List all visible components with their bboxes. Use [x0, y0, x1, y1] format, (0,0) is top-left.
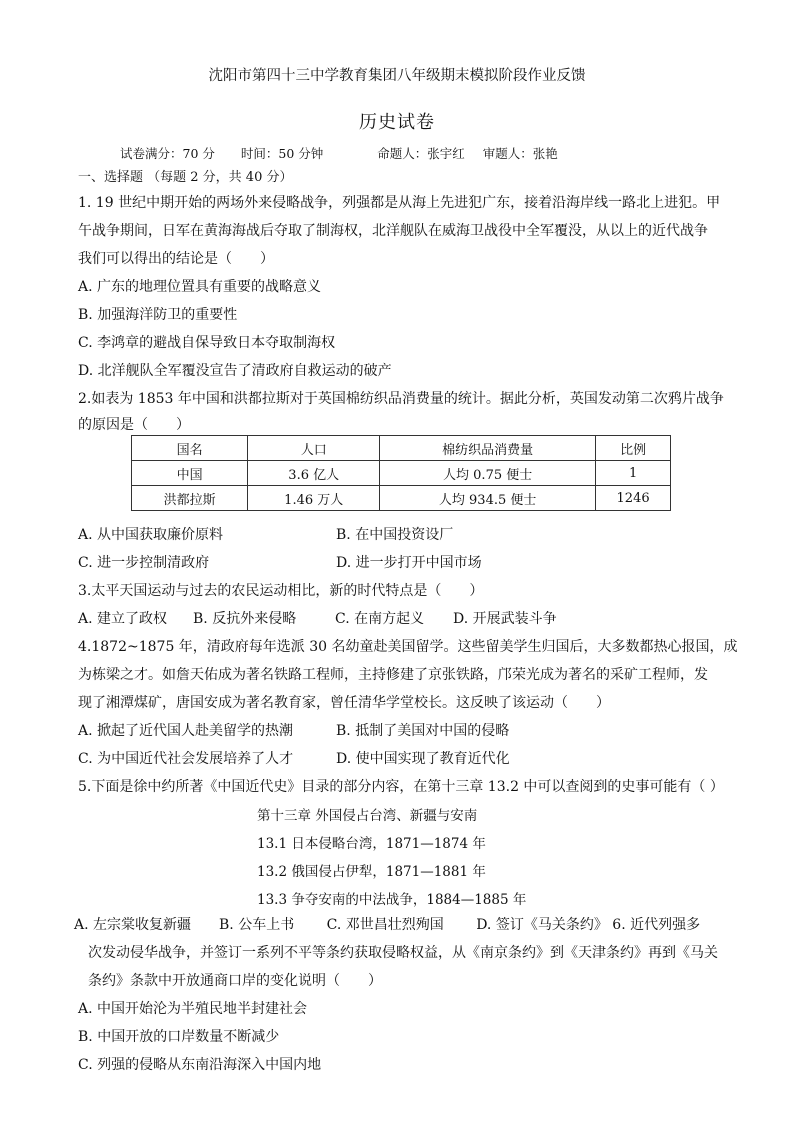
- q4-option-a: A. 掀起了近代国人赴美留学的热潮: [78, 723, 294, 739]
- question-author: 命题人：张宇红: [377, 146, 465, 161]
- full-score: 试卷满分：70 分: [120, 146, 215, 161]
- table-cell: 1: [596, 461, 671, 486]
- q2-option-c: C. 进一步控制清政府: [78, 555, 210, 571]
- exam-time: 时间：50 分钟: [240, 146, 324, 161]
- table-header-cell: 国名: [132, 436, 248, 461]
- table-row: [132, 461, 671, 486]
- school-title: 沈阳市第四十三中学教育集团八年级期末模拟阶段作业反馈: [208, 68, 586, 84]
- q1-option-c: C. 李鸿章的避战自保导致日本夺取制海权: [78, 335, 336, 351]
- q2-stem-line1: 2.如表为 1853 年中国和洪都拉斯对于英国棉纺织品消费量的统计。据此分析，英国发动第二次鸦片战争: [78, 391, 724, 407]
- q6-option-b: B. 中国开放的口岸数量不断减少: [78, 1029, 280, 1045]
- q1-stem-line3: 我们可以得出的结论是（ ）: [78, 251, 274, 267]
- q4-option-c: C. 为中国近代社会发展培养了人才: [78, 751, 294, 767]
- toc-chapter: 第十三章 外国侵占台湾、新疆与安南: [257, 808, 478, 824]
- q1-option-a: A. 广东的地理位置具有重要的战略意义: [78, 279, 322, 295]
- exam-meta: [120, 144, 558, 162]
- q6-stem-line2: 次发动侵华战争，并签订一系列不平等条约获取侵略权益，从《南京条约》到《天津条约》再到《马关: [88, 945, 718, 961]
- q1-stem-line2: 午战争期间，日军在黄海海战后夺取了制海权，北洋舰队在威海卫战役中全军覆没，从以上的近代战争: [78, 223, 708, 239]
- toc-item: 13.2 俄国侵占伊犁，1871—1881 年: [257, 864, 486, 880]
- table-cell: 人均 934.5 便士: [380, 486, 596, 511]
- q2-option-d: D. 进一步打开中国市场: [336, 555, 482, 571]
- question-reviewer: 审题人：张艳: [482, 146, 558, 161]
- q4-option-b: B. 抵制了美国对中国的侵略: [336, 723, 510, 739]
- toc-item: 13.3 争夺安南的中法战争，1884—1885 年: [257, 892, 527, 908]
- q5-stem: 5.下面是徐中约所著《中国近代史》目录的部分内容，在第十三章 13.2 中可以查阅到的史事可能有（ ）: [78, 779, 724, 795]
- exam-subject-title: 历史试卷: [359, 112, 435, 133]
- q1-stem-line1: 1. 19 世纪中期开始的两场外来侵略战争，列强都是从海上先进犯广东，接着沿海岸线一路北上进犯。甲: [78, 195, 721, 211]
- q2-option-b: B. 在中国投资设厂: [336, 527, 454, 543]
- table-header-cell: 棉纺织品消费量: [380, 436, 596, 461]
- section-heading: 一、选择题 （每题 2 分，共 40 分）: [78, 170, 293, 185]
- q3-option-c: C. 在南方起义: [335, 611, 425, 627]
- table-cell: 3.6 亿人: [248, 461, 380, 486]
- toc-item: 13.1 日本侵略台湾，1871—1874 年: [257, 836, 486, 852]
- q2-stem-line2: 的原因是（ ）: [78, 417, 190, 433]
- q6-option-a: A. 中国开始沦为半殖民地半封建社会: [78, 1001, 308, 1017]
- table-cell: 人均 0.75 便士: [380, 461, 596, 486]
- q4-stem-line3: 现了湘潭煤矿，唐国安成为著名教育家，曾任清华学堂校长。这反映了该运动（ ）: [78, 695, 610, 711]
- q3-option-a: A. 建立了政权: [78, 611, 168, 627]
- q6-stem-line3: 条约》条款中开放通商口岸的变化说明（ ）: [88, 973, 382, 989]
- q4-option-d: D. 使中国实现了教育近代化: [336, 751, 510, 767]
- q1-option-b: B. 加强海洋防卫的重要性: [78, 307, 238, 323]
- q3-stem: 3.太平天国运动与过去的农民运动相比，新的时代特点是（ ）: [78, 583, 484, 599]
- table-cell: 中国: [132, 461, 248, 486]
- table-row: [132, 486, 671, 511]
- table-header-cell: 人口: [248, 436, 380, 461]
- consumption-table: [131, 435, 671, 511]
- q5-options-and-q6-start: A. 左宗棠收复新疆 B. 公车上书 C. 邓世昌壮烈殉国 D. 签订《马关条约》 6. 近代列强多: [74, 917, 701, 933]
- q6-option-c: C. 列强的侵略从东南沿海深入中国内地: [78, 1057, 322, 1073]
- q2-option-a: A. 从中国获取廉价原料: [78, 527, 224, 543]
- q4-stem-line2: 为栋梁之才。如詹天佑成为著名铁路工程师，主持修建了京张铁路，邝荣光成为著名的采矿工程师，发: [78, 667, 708, 683]
- table-cell: 洪都拉斯: [132, 486, 248, 511]
- q1-option-d: D. 北洋舰队全军覆没宣告了清政府自救运动的破产: [78, 363, 392, 379]
- q3-option-b: B. 反抗外来侵略: [193, 611, 297, 627]
- q4-stem-line1: 4.1872~1875 年，清政府每年选派 30 名幼童赴美国留学。这些留美学生归国后，大多数都热心报国，成: [78, 639, 738, 655]
- table-header-cell: 比例: [596, 436, 671, 461]
- q3-option-d: D. 开展武装斗争: [453, 611, 557, 627]
- table-cell: 1.46 万人: [248, 486, 380, 511]
- table-cell: 1246: [596, 486, 671, 511]
- table-header-row: [132, 436, 671, 461]
